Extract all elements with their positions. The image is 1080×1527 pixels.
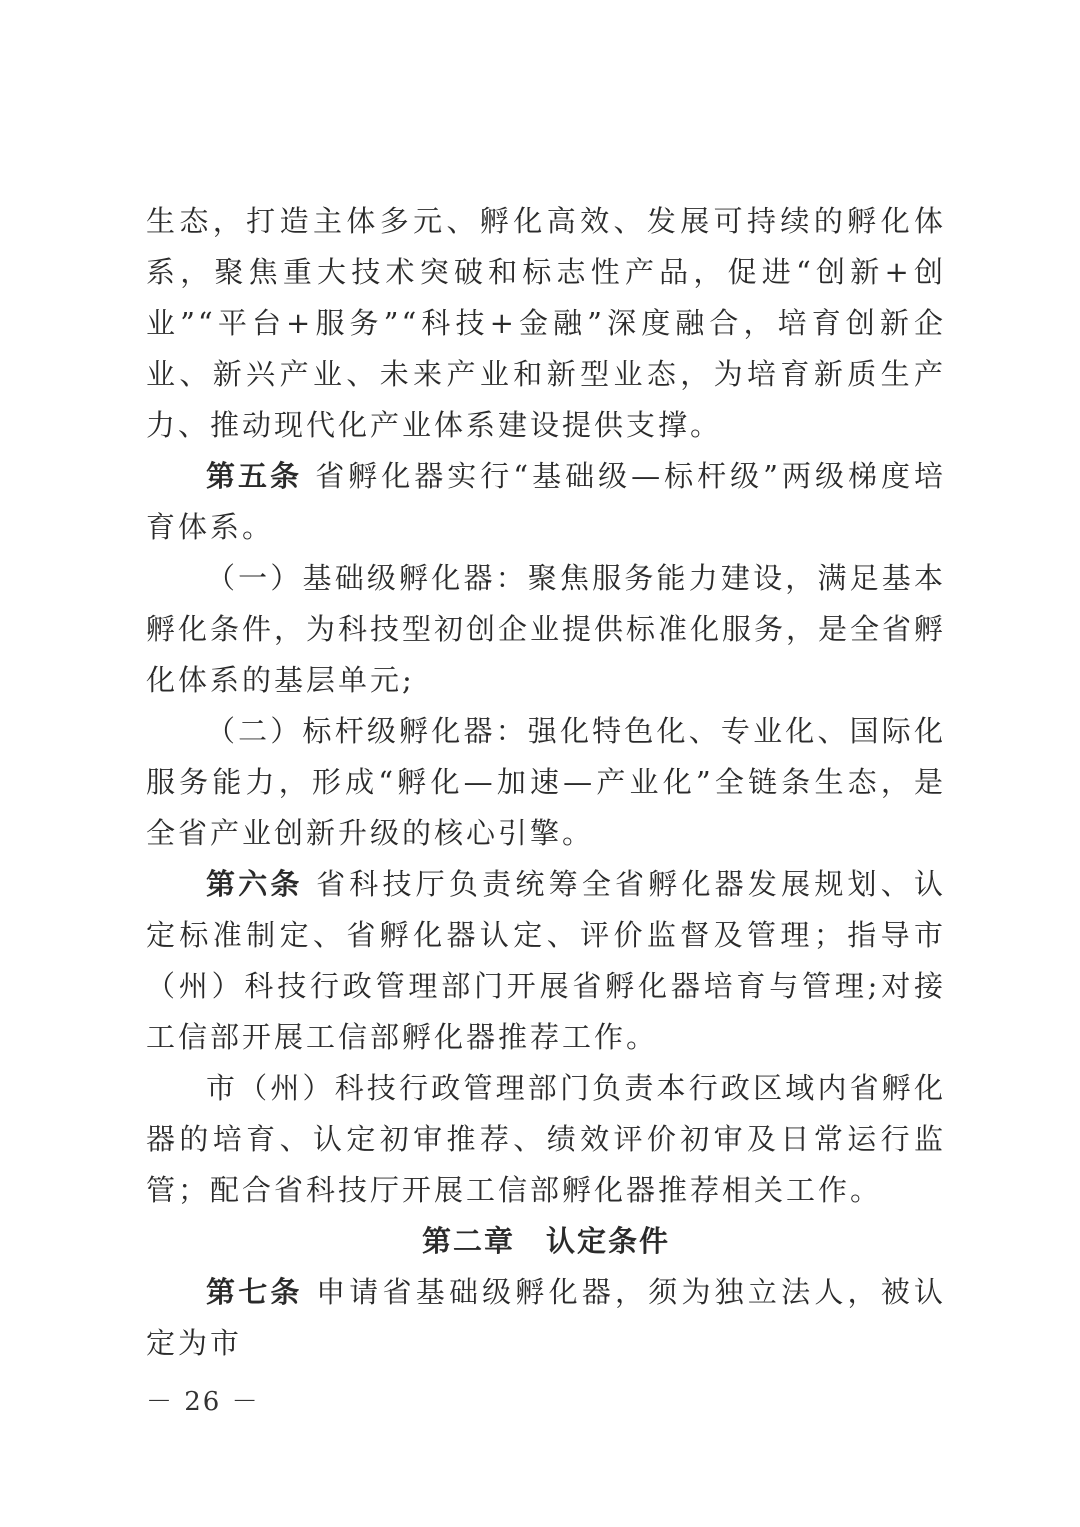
article-7-text: 申请省基础级孵化器，须为独立法人，被认定为市 [146,1275,946,1360]
article-7-paragraph [146,1267,946,1369]
basic-level-paragraph [146,553,946,706]
chapter-heading: 第二章 认定条件 [421,1224,670,1258]
benchmark-level-paragraph [146,706,946,859]
city-department-text: 市（州）科技行政管理部门负责本行政区域内省孵化器的培育、认定初审推荐、绩效评价初审及日常运行监管；配合省科技厅开展工信部孵化器推荐相关工作。 [146,1071,946,1207]
article-6-lead: 第六条 [206,867,303,901]
article-7-lead: 第七条 [206,1275,303,1309]
benchmark-level-text: （二）标杆级孵化器：强化特色化、专业化、国际化服务能力，形成“孵化—加速—产业化”全链条生态，是全省产业创新升级的核心引擎。 [146,714,946,850]
page-number: － 26 － [146,1387,260,1417]
article-6-text: 省科技厅负责统筹全省孵化器发展规划、认定标准制定、省孵化器认定、评价监督及管理；指导市（州）科技行政管理部门开展省孵化器培育与管理;对接工信部开展工信部孵化器推荐工作。 [146,867,946,1054]
paragraph-text: 生态，打造主体多元、孵化高效、发展可持续的孵化体系，聚焦重大技术突破和标志性产品，促进“创新+创业”“平台+服务”“科技+金融”深度融合，培育创新企业、新兴产业、未来产业和新型业态，为培育新质生产力、推动现代化产业体系建设提供支撑。 [146,204,946,442]
article-5-paragraph [146,451,946,553]
article-5-text: 省孵化器实行“基础级—标杆级”两级梯度培育体系。 [146,459,946,544]
body-text [146,196,946,1369]
paragraph-continuation [146,196,946,451]
city-department-paragraph [146,1063,946,1216]
article-5-lead: 第五条 [206,459,303,493]
basic-level-text: （一）基础级孵化器：聚焦服务能力建设，满足基本孵化条件，为科技型初创企业提供标准化服务，是全省孵化体系的基层单元; [146,561,947,697]
article-6-paragraph [146,859,946,1063]
